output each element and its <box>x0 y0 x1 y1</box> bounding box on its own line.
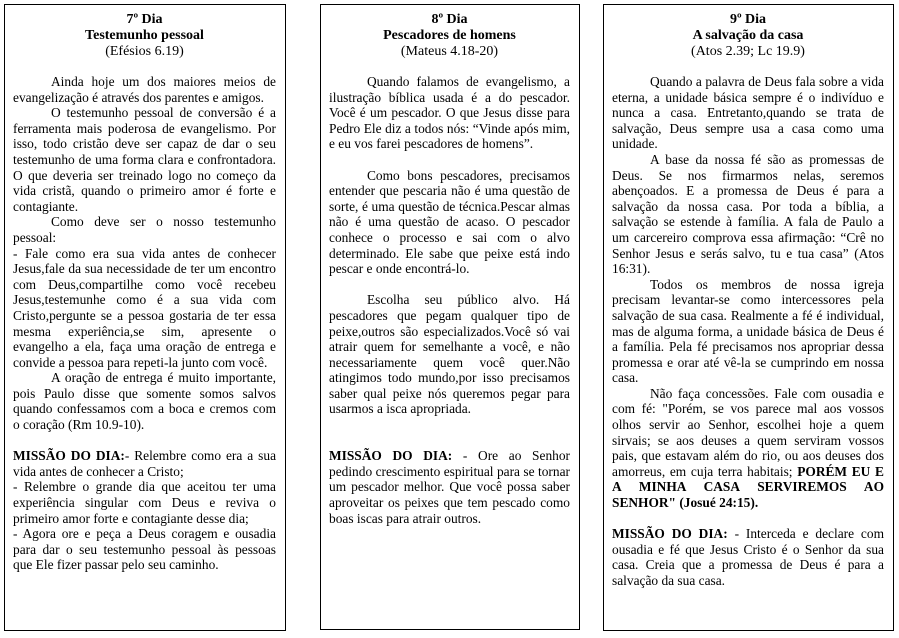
text-run: Como bons pescadores, precisamos entender que pescaria não é uma questão de sorte, é uma questão de técnica.Pescar almas não é uma questão de acaso. O pescador conhece o processo e sai com o alvo determinado. Ele sabe que peixe está indo pescar e onde encontrá-lo. <box>329 167 570 277</box>
mission-of-the-day <box>13 448 276 479</box>
bold-text-run: MISSÃO DO DIA: <box>13 448 125 464</box>
bold-text-run: PORÉM EU E A MINHA CASA SERVIREMOS AO SENHOR" (Josué 24:15). <box>612 463 884 511</box>
text-run: - Relembre o grande dia que aceitou ter uma experiência singular com Deus e reviva o primeiro amor forte e contagiante desse dia; <box>13 479 276 526</box>
paragraph <box>13 246 276 371</box>
column-title: Pescadores de homens <box>383 28 516 43</box>
text-run: Quando a palavra de Deus fala sobre a vida eterna, a unidade básica sempre é o indivíduo e nunca a casa. Entretanto,quando se trata de salvação, Deus sempre usa a casa como uma unidade. <box>612 74 884 152</box>
column-day-8 <box>320 4 580 630</box>
text-run: - Ore ao Senhor pedindo crescimento espiritual para se tornar um pescador melhor. Que você possa saber aproveitar os peixes que tem pescado como boas iscas para atrair outros. <box>329 448 570 526</box>
paragraph <box>13 74 276 105</box>
text-run: Quando falamos de evangelismo, a ilustração bíblica usada é a do pescador. Você é um pescador. O que Jesus disse para Pedro Ele diz a todos nós: “Vinde após mim, e eu vos farei pescadores de homens”. <box>329 74 570 152</box>
text-run: - Interceda e declare com ousadia e fé que Jesus Cristo é o Senhor da sua casa. Creia que a promessa de Deus é para a salvação da sua casa. <box>612 526 884 588</box>
mission-item <box>13 479 276 526</box>
day-heading: 9º Dia <box>729 12 767 27</box>
paragraph <box>612 386 884 511</box>
bold-text-run: MISSÃO DO DIA: <box>612 526 728 542</box>
column-day-9 <box>603 4 894 631</box>
scripture-reference: (Atos 2.39; Lc 19.9) <box>691 44 805 59</box>
paragraph <box>13 105 276 214</box>
text-run: Todos os membros de nossa igreja precisam levantar-se como intercessores pela salvação de sua casa. Realmente a fé é individual, mas de alguma forma, a unidade básica de Deus é a família. Pela fé precisamos nos apropriar dessa promessa e orar até vê-la se cumprindo em nossa casa. <box>612 276 884 386</box>
mission-item <box>13 526 276 573</box>
paragraph <box>13 214 276 245</box>
text-run: A base da nossa fé são as promessas de Deus. Se nos firmarmos nelas, seremos abençoados. E a promessa de Deus é para a salvação da nossa casa. Por toda a bíblia, a salvação se estende à família. A fala de Paulo a um carcereiro comprova essa afirmação: “Crê no Senhor Jesus e serás salvo, tu e tua casa” (Atos 16:31). <box>612 151 884 277</box>
text-run: O testemunho pessoal de conversão é a ferramenta mais poderosa de evangelismo. Por isso, todo cristão deve ser capaz de dar o seu testemunho de uma forma clara e confrontadora. O que deveria ser treinado logo no começo da vida cristã, quando o primeiro amor é forte e contagiante. <box>13 105 276 214</box>
bold-text-run: MISSÃO DO DIA: <box>329 448 453 464</box>
paragraph <box>612 74 884 152</box>
paragraph <box>329 168 570 277</box>
scripture-reference: (Efésios 6.19) <box>105 44 184 59</box>
day-heading: 8º Dia <box>431 12 468 27</box>
text-run: Não faça concessões. Fale com ousadia e com fé: "Porém, se vos parece mal aos vossos olhos servir ao Senhor, escolhei hoje a quem sirvais; se aos deuses a quem serviram vossos pais, que estavam além do rio, ou aos deuses dos amorreus, em cuja terra habitais; <box>612 385 884 479</box>
paragraph <box>612 277 884 386</box>
mission-of-the-day <box>329 448 570 526</box>
text-run: Escolha seu público alvo. Há pescadores que pegam qualquer tipo de peixe,outros são especializados.Você só vai atrair quem for semelhante a você, e não necessariamente quem você quer.Não atingimos todo mundo,por isso precisamos saber qual peixe nós queremos pegar para usarmos a isca apropriada. <box>329 292 570 417</box>
text-run: - Agora ore e peça a Deus coragem e ousadia para dar o seu testemunho pessoal às pessoas que Ele fizer passar pelo seu caminho. <box>13 526 276 573</box>
column-header <box>329 12 570 60</box>
paragraph <box>612 152 884 277</box>
text-run: - Fale como era sua vida antes de conhecer Jesus,fale da sua necessidade de ter um encontro com Deus,compartilhe como você recebeu Jesus,testemunhe como é a sua vida com Cristo,pergunte se a pessoa gostaria de ter essa mesma experiência,se sim, apresente o evangelho a ela, faça uma oração de entrega e convide a pessoa para repeti-la junto com você. <box>13 245 276 370</box>
column-body <box>13 74 276 573</box>
column-title: Testemunho pessoal <box>85 28 204 43</box>
column-day-7 <box>4 4 286 631</box>
paragraph <box>13 370 276 432</box>
column-body <box>612 74 884 589</box>
scripture-reference: (Mateus 4.18-20) <box>400 44 499 59</box>
paragraph <box>329 292 570 417</box>
text-run: Ainda hoje um dos maiores meios de evangelização é através dos parentes e amigos. <box>13 74 276 105</box>
mission-of-the-day <box>612 526 884 588</box>
text-run: A oração de entrega é muito importante, pois Paulo disse que somente somos salvos quando confessamos com a boca e cremos com o coração (Rm 10.9-10). <box>13 370 276 433</box>
paragraph <box>329 74 570 152</box>
day-heading: 7º Dia <box>126 12 163 27</box>
text-run: - Relembre como era a sua vida antes de conhecer a Cristo; <box>13 448 277 479</box>
column-title: A salvação da casa <box>692 28 804 43</box>
column-header <box>13 12 276 60</box>
text-run: Como deve ser o nosso testemunho pessoal: <box>13 214 276 245</box>
column-header <box>612 12 884 60</box>
column-body <box>329 74 570 526</box>
